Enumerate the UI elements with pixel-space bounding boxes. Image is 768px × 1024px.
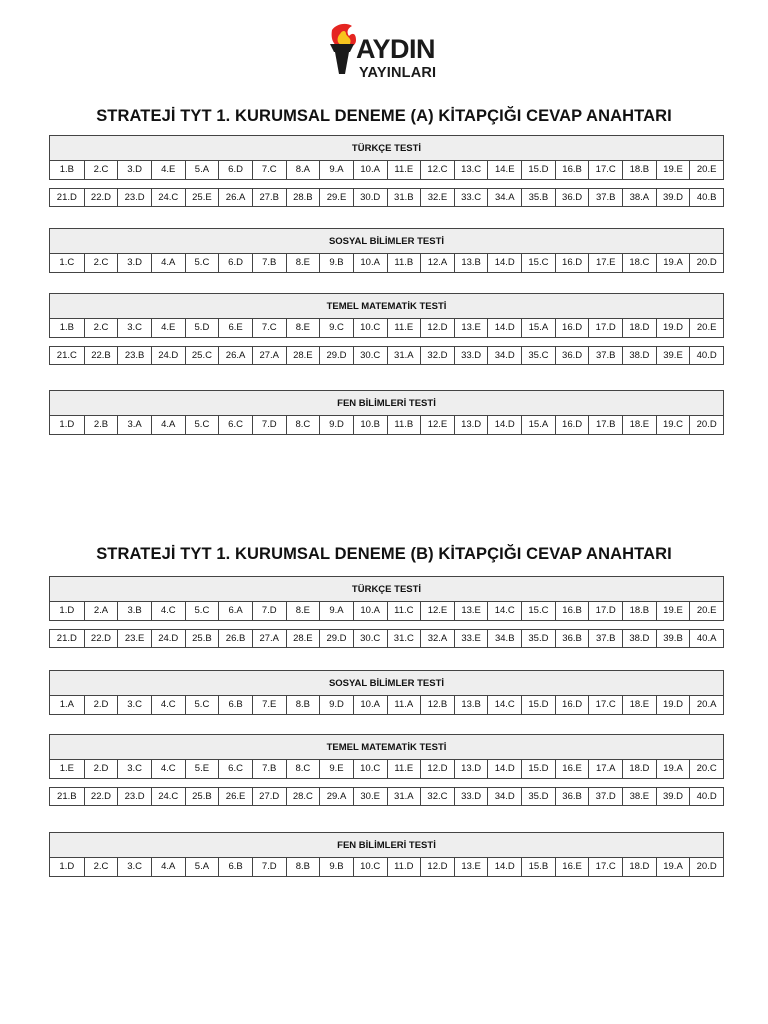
answer-cell: 18.B <box>622 602 656 620</box>
answer-cell: 11.D <box>387 858 421 876</box>
answer-cell: 29.D <box>319 630 353 647</box>
answer-cell: 37.B <box>588 189 622 206</box>
answer-cell: 6.C <box>218 760 252 778</box>
answer-cell: 3.C <box>117 319 151 337</box>
answer-cell: 4.A <box>151 416 185 434</box>
answer-cell: 33.E <box>454 630 488 647</box>
answer-cell: 5.D <box>185 319 219 337</box>
answer-cell: 28.E <box>286 630 320 647</box>
answer-row <box>49 629 724 648</box>
answer-cell: 14.E <box>487 161 521 179</box>
answer-cell: 16.D <box>555 254 589 272</box>
answer-cell: 20.E <box>689 161 723 179</box>
answer-cell: 29.E <box>319 189 353 206</box>
answer-cell: 8.E <box>286 319 320 337</box>
answer-cell: 13.E <box>454 319 488 337</box>
answer-cell: 14.D <box>487 319 521 337</box>
answer-cell: 12.D <box>420 319 454 337</box>
answer-cell: 8.B <box>286 696 320 714</box>
answer-cell: 6.E <box>218 319 252 337</box>
answer-cell: 7.E <box>252 696 286 714</box>
answer-cell: 21.B <box>57 791 77 802</box>
answer-cell: 3.D <box>117 254 151 272</box>
test-section-temel-matematik-testi <box>49 293 724 365</box>
test-section-turkce-testi <box>49 135 724 207</box>
answer-cell: 18.D <box>622 760 656 778</box>
answer-cell: 12.B <box>420 696 454 714</box>
answer-cell: 32.A <box>420 630 454 647</box>
answer-row <box>49 696 724 715</box>
answer-cell: 40.B <box>689 189 723 206</box>
answer-cell: 1.B <box>59 322 74 333</box>
answer-cell: 35.D <box>521 788 555 805</box>
answer-cell: 13.D <box>454 760 488 778</box>
answer-cell: 17.C <box>588 696 622 714</box>
answer-cell: 14.D <box>487 858 521 876</box>
answer-cell: 30.C <box>353 347 387 364</box>
answer-cell: 30.D <box>353 189 387 206</box>
answer-cell: 4.C <box>151 696 185 714</box>
answer-cell: 5.C <box>185 416 219 434</box>
answer-cell: 21.D <box>56 192 77 203</box>
answer-cell: 4.C <box>151 602 185 620</box>
answer-cell: 29.A <box>319 788 353 805</box>
answer-cell: 14.D <box>487 254 521 272</box>
answer-cell: 9.D <box>319 416 353 434</box>
answer-cell: 7.C <box>252 161 286 179</box>
answer-cell: 25.B <box>185 630 219 647</box>
answer-cell: 14.C <box>487 602 521 620</box>
answer-cell: 26.B <box>218 630 252 647</box>
answer-row <box>49 254 724 273</box>
answer-cell: 15.B <box>521 858 555 876</box>
answer-cell: 4.A <box>151 254 185 272</box>
answer-cell: 20.E <box>689 319 723 337</box>
answer-cell: 24.C <box>151 189 185 206</box>
answer-cell: 26.E <box>218 788 252 805</box>
answer-cell: 39.B <box>656 630 690 647</box>
answer-cell: 8.C <box>286 760 320 778</box>
answer-cell: 18.D <box>622 319 656 337</box>
test-section-title: TEMEL MATEMATİK TESTİ <box>49 293 724 319</box>
answer-cell: 11.B <box>387 254 421 272</box>
answer-cell: 3.C <box>117 696 151 714</box>
booklet-b-title: STRATEJİ TYT 1. KURUMSAL DENEME (B) KİTAPÇIĞI CEVAP ANAHTARI <box>96 545 672 563</box>
answer-cell: 30.E <box>353 788 387 805</box>
answer-cell: 10.A <box>353 254 387 272</box>
answer-row <box>49 161 724 180</box>
answer-cell: 19.A <box>656 858 690 876</box>
answer-cell: 27.D <box>252 788 286 805</box>
answer-cell: 6.B <box>218 858 252 876</box>
answer-cell: 40.A <box>689 630 723 647</box>
answer-cell: 9.A <box>319 602 353 620</box>
answer-cell: 4.E <box>151 319 185 337</box>
answer-cell: 31.A <box>387 347 421 364</box>
answer-cell: 19.C <box>656 416 690 434</box>
answer-cell: 21.C <box>56 350 77 361</box>
answer-cell: 11.B <box>387 416 421 434</box>
answer-cell: 5.A <box>185 161 219 179</box>
answer-cell: 11.E <box>387 760 421 778</box>
answer-cell: 36.D <box>555 189 589 206</box>
answer-cell: 13.C <box>454 161 488 179</box>
answer-cell: 12.D <box>420 760 454 778</box>
answer-cell: 22.D <box>84 189 118 206</box>
answer-cell: 37.B <box>588 630 622 647</box>
answer-cell: 13.E <box>454 858 488 876</box>
answer-cell: 2.D <box>84 760 118 778</box>
answer-cell: 14.D <box>487 760 521 778</box>
answer-cell: 30.C <box>353 630 387 647</box>
answer-cell: 20.D <box>689 416 723 434</box>
answer-cell: 28.E <box>286 347 320 364</box>
answer-cell: 19.A <box>656 254 690 272</box>
answer-cell: 7.D <box>252 602 286 620</box>
test-section-temel-matematik-testi <box>49 734 724 806</box>
answer-cell: 14.C <box>487 696 521 714</box>
answer-cell: 27.B <box>252 189 286 206</box>
answer-cell: 34.B <box>487 630 521 647</box>
answer-cell: 22.B <box>84 347 118 364</box>
answer-cell: 39.E <box>656 347 690 364</box>
answer-cell: 34.D <box>487 347 521 364</box>
answer-cell: 39.D <box>656 189 690 206</box>
answer-cell: 15.D <box>521 161 555 179</box>
answer-row <box>49 188 724 207</box>
answer-cell: 28.C <box>286 788 320 805</box>
answer-cell: 6.C <box>218 416 252 434</box>
test-section-title: TÜRKÇE TESTİ <box>49 576 724 602</box>
answer-cell: 22.D <box>84 630 118 647</box>
answer-cell: 20.A <box>689 696 723 714</box>
answer-cell: 35.D <box>521 630 555 647</box>
logo-sub-text: YAYINLARI <box>359 65 437 81</box>
answer-cell: 1.D <box>59 861 75 872</box>
answer-cell: 33.D <box>454 347 488 364</box>
answer-row <box>49 787 724 806</box>
answer-cell: 16.D <box>555 319 589 337</box>
answer-cell: 8.C <box>286 416 320 434</box>
answer-cell: 28.B <box>286 189 320 206</box>
answer-cell: 22.D <box>84 788 118 805</box>
answer-cell: 26.A <box>218 189 252 206</box>
answer-cell: 36.B <box>555 630 589 647</box>
answer-cell: 15.D <box>521 760 555 778</box>
answer-cell: 11.E <box>387 161 421 179</box>
answer-cell: 26.A <box>218 347 252 364</box>
answer-cell: 12.D <box>420 858 454 876</box>
answer-cell: 7.C <box>252 319 286 337</box>
test-section-sosyal-bilimler-testi <box>49 228 724 273</box>
answer-cell: 8.A <box>286 161 320 179</box>
answer-cell: 27.A <box>252 630 286 647</box>
answer-cell: 9.B <box>319 254 353 272</box>
test-section-turkce-testi <box>49 576 724 648</box>
answer-cell: 12.A <box>420 254 454 272</box>
answer-cell: 17.C <box>588 858 622 876</box>
answer-cell: 32.D <box>420 347 454 364</box>
answer-cell: 10.A <box>353 161 387 179</box>
answer-cell: 18.D <box>622 858 656 876</box>
answer-cell: 18.E <box>622 416 656 434</box>
answer-cell: 15.C <box>521 602 555 620</box>
logo-brand-text: AYDIN <box>356 34 436 64</box>
test-section-title: SOSYAL BİLİMLER TESTİ <box>49 228 724 254</box>
answer-cell: 3.A <box>117 416 151 434</box>
answer-cell: 8.E <box>286 602 320 620</box>
answer-cell: 19.E <box>656 602 690 620</box>
answer-cell: 18.E <box>622 696 656 714</box>
answer-cell: 23.D <box>117 189 151 206</box>
answer-cell: 1.A <box>59 699 74 710</box>
answer-row <box>49 760 724 779</box>
answer-cell: 36.B <box>555 788 589 805</box>
answer-cell: 2.B <box>84 416 118 434</box>
answer-cell: 10.A <box>353 602 387 620</box>
answer-cell: 5.C <box>185 602 219 620</box>
answer-cell: 11.E <box>387 319 421 337</box>
answer-cell: 24.C <box>151 788 185 805</box>
answer-row <box>49 319 724 338</box>
test-section-fen-bilimleri-testi <box>49 390 724 435</box>
answer-cell: 38.D <box>622 347 656 364</box>
answer-cell: 10.B <box>353 416 387 434</box>
answer-cell: 1.E <box>59 763 74 774</box>
answer-cell: 31.C <box>387 630 421 647</box>
answer-cell: 7.D <box>252 416 286 434</box>
test-section-title: FEN BİLİMLERİ TESTİ <box>49 832 724 858</box>
answer-cell: 10.C <box>353 319 387 337</box>
answer-row <box>49 416 724 435</box>
answer-cell: 6.B <box>218 696 252 714</box>
answer-cell: 35.B <box>521 189 555 206</box>
answer-cell: 27.A <box>252 347 286 364</box>
answer-cell: 19.A <box>656 760 690 778</box>
answer-cell: 23.D <box>117 788 151 805</box>
answer-cell: 1.D <box>59 419 75 430</box>
answer-cell: 19.E <box>656 161 690 179</box>
answer-cell: 37.B <box>588 347 622 364</box>
answer-cell: 20.D <box>689 254 723 272</box>
answer-cell: 17.C <box>588 161 622 179</box>
answer-cell: 20.D <box>689 858 723 876</box>
answer-cell: 21.D <box>56 633 77 644</box>
answer-cell: 16.E <box>555 858 589 876</box>
answer-cell: 8.B <box>286 858 320 876</box>
answer-cell: 7.B <box>252 254 286 272</box>
answer-cell: 11.C <box>387 602 421 620</box>
answer-cell: 2.C <box>84 858 118 876</box>
answer-cell: 20.C <box>689 760 723 778</box>
answer-cell: 40.D <box>689 347 723 364</box>
answer-cell: 25.B <box>185 788 219 805</box>
answer-cell: 16.B <box>555 161 589 179</box>
answer-cell: 38.D <box>622 630 656 647</box>
answer-cell: 9.D <box>319 696 353 714</box>
answer-cell: 38.A <box>622 189 656 206</box>
answer-cell: 23.E <box>117 630 151 647</box>
answer-cell: 25.C <box>185 347 219 364</box>
answer-cell: 17.D <box>588 319 622 337</box>
booklet-a-title: STRATEJİ TYT 1. KURUMSAL DENEME (A) KİTAPÇIĞI CEVAP ANAHTARI <box>96 107 672 125</box>
answer-cell: 1.C <box>59 257 75 268</box>
answer-cell: 19.D <box>656 319 690 337</box>
answer-cell: 4.E <box>151 161 185 179</box>
answer-cell: 10.C <box>353 858 387 876</box>
answer-cell: 3.D <box>117 161 151 179</box>
answer-cell: 18.B <box>622 161 656 179</box>
answer-cell: 39.D <box>656 788 690 805</box>
answer-cell: 20.E <box>689 602 723 620</box>
answer-cell: 17.D <box>588 602 622 620</box>
answer-cell: 6.A <box>218 602 252 620</box>
answer-cell: 16.B <box>555 602 589 620</box>
answer-cell: 17.B <box>588 416 622 434</box>
answer-cell: 24.D <box>151 630 185 647</box>
answer-cell: 3.C <box>117 760 151 778</box>
answer-cell: 35.C <box>521 347 555 364</box>
test-section-title: SOSYAL BİLİMLER TESTİ <box>49 670 724 696</box>
answer-cell: 9.A <box>319 161 353 179</box>
answer-cell: 9.E <box>319 760 353 778</box>
answer-cell: 5.E <box>185 760 219 778</box>
answer-cell: 2.A <box>84 602 118 620</box>
answer-cell: 12.E <box>420 602 454 620</box>
aydin-yayinlari-logo <box>326 22 446 82</box>
answer-cell: 5.C <box>185 696 219 714</box>
test-section-title: FEN BİLİMLERİ TESTİ <box>49 390 724 416</box>
answer-cell: 3.B <box>117 602 151 620</box>
answer-cell: 24.D <box>151 347 185 364</box>
answer-cell: 19.D <box>656 696 690 714</box>
answer-cell: 15.A <box>521 319 555 337</box>
answer-cell: 13.B <box>454 696 488 714</box>
answer-cell: 36.D <box>555 347 589 364</box>
answer-cell: 29.D <box>319 347 353 364</box>
answer-cell: 25.E <box>185 189 219 206</box>
answer-cell: 13.B <box>454 254 488 272</box>
answer-cell: 34.A <box>487 189 521 206</box>
answer-cell: 10.C <box>353 760 387 778</box>
answer-cell: 12.E <box>420 416 454 434</box>
answer-cell: 31.B <box>387 189 421 206</box>
answer-cell: 1.D <box>59 605 75 616</box>
answer-cell: 33.C <box>454 189 488 206</box>
answer-cell: 40.D <box>689 788 723 805</box>
answer-cell: 1.B <box>59 164 74 175</box>
answer-cell: 17.E <box>588 254 622 272</box>
test-section-sosyal-bilimler-testi <box>49 670 724 715</box>
answer-cell: 9.C <box>319 319 353 337</box>
answer-cell: 10.A <box>353 696 387 714</box>
answer-cell: 16.D <box>555 696 589 714</box>
answer-cell: 6.D <box>218 161 252 179</box>
answer-cell: 2.C <box>84 319 118 337</box>
answer-cell: 8.E <box>286 254 320 272</box>
answer-cell: 14.D <box>487 416 521 434</box>
answer-cell: 23.B <box>117 347 151 364</box>
answer-row <box>49 602 724 621</box>
answer-cell: 5.C <box>185 254 219 272</box>
answer-cell: 37.D <box>588 788 622 805</box>
answer-cell: 33.D <box>454 788 488 805</box>
answer-cell: 12.C <box>420 161 454 179</box>
answer-cell: 7.B <box>252 760 286 778</box>
answer-row <box>49 346 724 365</box>
answer-cell: 5.A <box>185 858 219 876</box>
answer-cell: 7.D <box>252 858 286 876</box>
answer-cell: 38.E <box>622 788 656 805</box>
answer-cell: 15.C <box>521 254 555 272</box>
answer-cell: 16.D <box>555 416 589 434</box>
answer-cell: 16.E <box>555 760 589 778</box>
answer-row <box>49 858 724 877</box>
answer-cell: 17.A <box>588 760 622 778</box>
answer-cell: 4.A <box>151 858 185 876</box>
answer-cell: 2.D <box>84 696 118 714</box>
answer-cell: 15.A <box>521 416 555 434</box>
answer-cell: 11.A <box>387 696 421 714</box>
test-section-title: TÜRKÇE TESTİ <box>49 135 724 161</box>
answer-cell: 2.C <box>84 161 118 179</box>
answer-cell: 15.D <box>521 696 555 714</box>
answer-cell: 2.C <box>84 254 118 272</box>
answer-cell: 32.C <box>420 788 454 805</box>
answer-cell: 13.D <box>454 416 488 434</box>
answer-cell: 3.C <box>117 858 151 876</box>
answer-cell: 13.E <box>454 602 488 620</box>
answer-cell: 34.D <box>487 788 521 805</box>
answer-cell: 6.D <box>218 254 252 272</box>
answer-cell: 4.C <box>151 760 185 778</box>
answer-cell: 32.E <box>420 189 454 206</box>
answer-cell: 9.B <box>319 858 353 876</box>
test-section-title: TEMEL MATEMATİK TESTİ <box>49 734 724 760</box>
answer-cell: 18.C <box>622 254 656 272</box>
answer-cell: 31.A <box>387 788 421 805</box>
test-section-fen-bilimleri-testi <box>49 832 724 877</box>
